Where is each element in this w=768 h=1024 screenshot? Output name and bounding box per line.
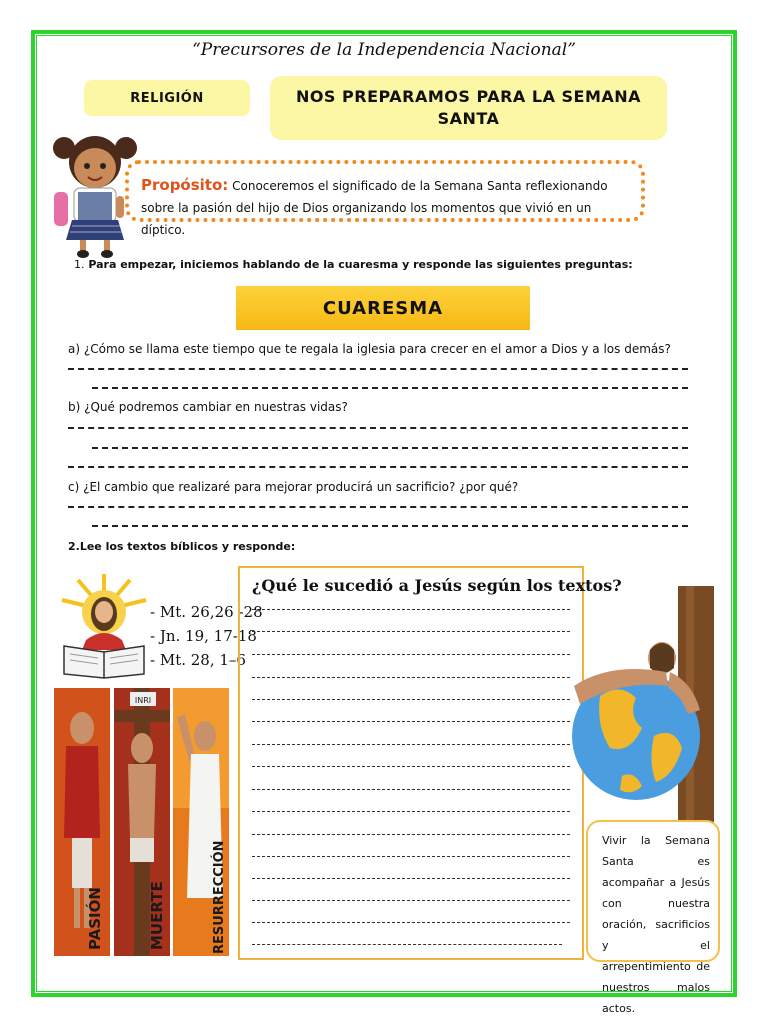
answer-line (252, 789, 570, 790)
section2-instruction: 2.Lee los textos bíblicos y responde: (68, 540, 296, 553)
answer-line (252, 721, 570, 722)
strip-label-muerte: MUERTE (148, 881, 166, 950)
purpose-box (125, 160, 645, 237)
answer-line (252, 878, 570, 879)
section1-text: Para empezar, iniciemos hablando de la cuaresma y responde las siguientes preguntas: (84, 258, 633, 271)
question-a: a) ¿Cómo se llama este tiempo que te regala la iglesia para crecer en el amor a Dios y a los demás? (68, 342, 671, 356)
school-title: “Precursores de la Independencia Nacional” (192, 40, 576, 60)
answer-line (252, 766, 570, 767)
answer-line (92, 447, 688, 449)
answer-line (68, 466, 688, 468)
cross-globe-illustration (570, 586, 720, 822)
answer-line (252, 744, 570, 745)
strip-resurreccion (173, 688, 229, 956)
answer-line (252, 856, 570, 857)
purpose-colon: : (222, 176, 229, 194)
topic-text: NOS PREPARAMOS PARA LA SEMANA SANTA (295, 87, 642, 128)
answer-line (252, 811, 570, 812)
answer-line (252, 677, 570, 678)
answer-line (252, 609, 570, 610)
purpose-text: Conoceremos el significado de la Semana Santa reflexionando sobre la pasión del hijo de Dios organizando los momentos que vivió en un díptico. (141, 179, 608, 237)
question-c: c) ¿El cambio que realizaré para mejorar producirá un sacrificio? ¿por qué? (68, 480, 519, 494)
reflection-text: Vivir la Semana Santa es acompañar a Jesús con nuestra oración, sacrificios y el arrepentimiento de nuestros malos actos. (602, 834, 710, 1015)
strip-muerte (114, 688, 170, 956)
reference-item: - Mt. 26,26 -28 (150, 603, 263, 621)
strip-pasion (54, 688, 110, 956)
answer-line (68, 368, 688, 370)
answer-title: ¿Qué le sucedió a Jesús según los textos? (252, 576, 622, 595)
cross-sign: INRI (134, 696, 152, 705)
answer-line (252, 654, 570, 655)
cuaresma-text: CUARESMA (322, 297, 444, 319)
answer-line (68, 427, 688, 429)
answer-line (252, 900, 570, 901)
answer-line (92, 525, 688, 527)
subject-text: RELIGIÓN (130, 90, 204, 106)
section1-instruction (74, 258, 633, 271)
answer-line (252, 944, 562, 945)
answer-line (252, 699, 570, 700)
reflection-note (586, 820, 720, 1015)
answer-line (252, 834, 570, 835)
subject-label (84, 80, 250, 116)
strip-label-pasion: PASIÓN (86, 887, 104, 950)
reference-item: - Mt. 28, 1–6 (150, 651, 246, 669)
jesus-bible-illustration (56, 570, 152, 680)
answer-line (252, 631, 570, 632)
reference-item: - Jn. 19, 17-18 (150, 627, 257, 645)
answer-line (252, 922, 570, 923)
section1-number: 1. (74, 258, 85, 271)
strip-label-resurreccion: RESURRECCIÓN (212, 840, 227, 954)
topic-title (270, 76, 667, 140)
answer-line (92, 387, 688, 389)
answer-line (68, 506, 688, 508)
question-b: b) ¿Qué podremos cambiar en nuestras vidas? (68, 400, 348, 414)
cuaresma-banner (236, 286, 530, 330)
purpose-label: Propósito (141, 176, 223, 194)
